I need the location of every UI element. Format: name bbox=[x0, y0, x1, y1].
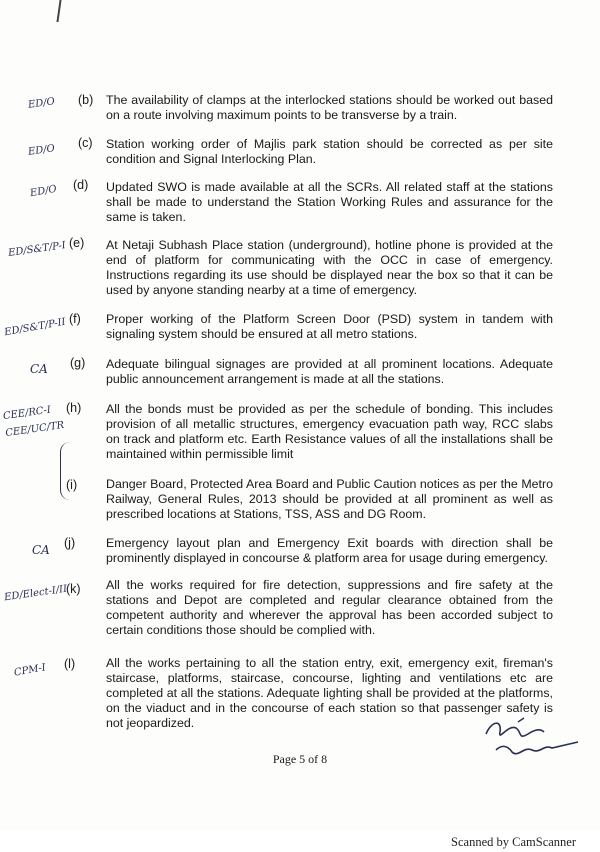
item-text: Station working order of Majlis park station should be corrected as per site condition and Signal Interlocking Plan. bbox=[106, 137, 553, 166]
item-letter: (c) bbox=[78, 136, 93, 150]
item-text: Danger Board, Protected Area Board and Public Caution notices as per the Metro Railway, General Rules, 2013 should be provided at all prominent as well as prescribed locations at Stations, TSS, ASS and DG Room. bbox=[106, 477, 553, 521]
item-text: Proper working of the Platform Screen Door (PSD) system in tandem with signaling system should be ensured at all metro stations. bbox=[106, 312, 553, 341]
item-text: The availability of clamps at the interlocked stations should be worked out based on a route involving maximum points to be transverse by a train. bbox=[106, 93, 553, 122]
item-text: At Netaji Subhash Place station (underground), hotline phone is provided at the end of platform for communicating with the OCC in case of emergency. Instructions regarding its use should be displayed near the box so that it can be used by anyone standing nearby at a time of emergency. bbox=[106, 238, 553, 297]
handwritten-annotation: ED/O bbox=[27, 96, 56, 111]
handwritten-annotation: CA bbox=[30, 362, 48, 376]
handwritten-annotation: ED/S&T/P-II bbox=[3, 316, 67, 339]
handwritten-annotation: ED/Elect-I/II bbox=[3, 583, 68, 604]
page-number: Page 5 of 8 bbox=[272, 752, 328, 766]
scanner-footer bbox=[0, 830, 600, 852]
item-letter: (e) bbox=[69, 236, 85, 250]
handwritten-annotation: CA bbox=[32, 543, 50, 557]
item-letter: (g) bbox=[70, 356, 86, 370]
handwritten-annotation: CPM-I bbox=[13, 662, 47, 679]
handwritten-annotation: ED/O bbox=[29, 183, 58, 200]
item-text: Updated SWO is made available at all the SCRs. All related staff at the stations shall be made to understand the Station Working Rules and assurance for the same is taken. bbox=[106, 180, 553, 224]
item-text: Adequate bilingual signages are provided at all prominent locations. Adequate public announcement arrangement is made at all the stations. bbox=[106, 357, 553, 386]
item-letter: (l) bbox=[64, 657, 76, 671]
item-letter: (i) bbox=[66, 478, 78, 492]
handwritten-annotation: ED/S&T/P-I bbox=[7, 240, 67, 259]
item-letter: (d) bbox=[73, 178, 89, 192]
scanner-watermark: Scanned by CamScanner bbox=[451, 835, 576, 849]
item-text: Emergency layout plan and Emergency Exit boards with direction shall be prominently displayed in concourse & platform area for usage during emergency. bbox=[106, 536, 553, 565]
item-letter: (j) bbox=[64, 536, 76, 550]
item-letter: (b) bbox=[78, 93, 94, 107]
item-text: All the works required for fire detection, suppressions and fire safety at the stations and Depot are completed and regular clearance obtained from the competent authority and wherever the approval has been accorded subject to certain conditions those should be complied with. bbox=[106, 578, 553, 637]
item-text: All the bonds must be provided as per the schedule of bonding. This includes provision of all metallic structures, emergency evacuation path way, RCC slabs on track and platform etc. Earth Resistance values of all the installations shall be maintained within permissible limit bbox=[106, 402, 553, 461]
item-letter: (k) bbox=[66, 582, 81, 596]
item-letter: (f) bbox=[69, 312, 81, 326]
item-text: All the works pertaining to all the station entry, exit, emergency exit, fireman's staircase, platforms, staircase, concourse, lighting and ventilations etc are completed at all the stations. Adequate lighting shall be provided at the platforms, on the viaduct and in the concourse of each station so that passenger safety is not jeopardized. bbox=[106, 656, 553, 730]
scan-fold-mark bbox=[56, 0, 61, 22]
handwritten-annotation: ED/O bbox=[27, 143, 56, 158]
handwritten-annotation: CEE/RC-I CEE/UC/TR bbox=[2, 404, 65, 440]
item-letter: (h) bbox=[66, 401, 82, 415]
